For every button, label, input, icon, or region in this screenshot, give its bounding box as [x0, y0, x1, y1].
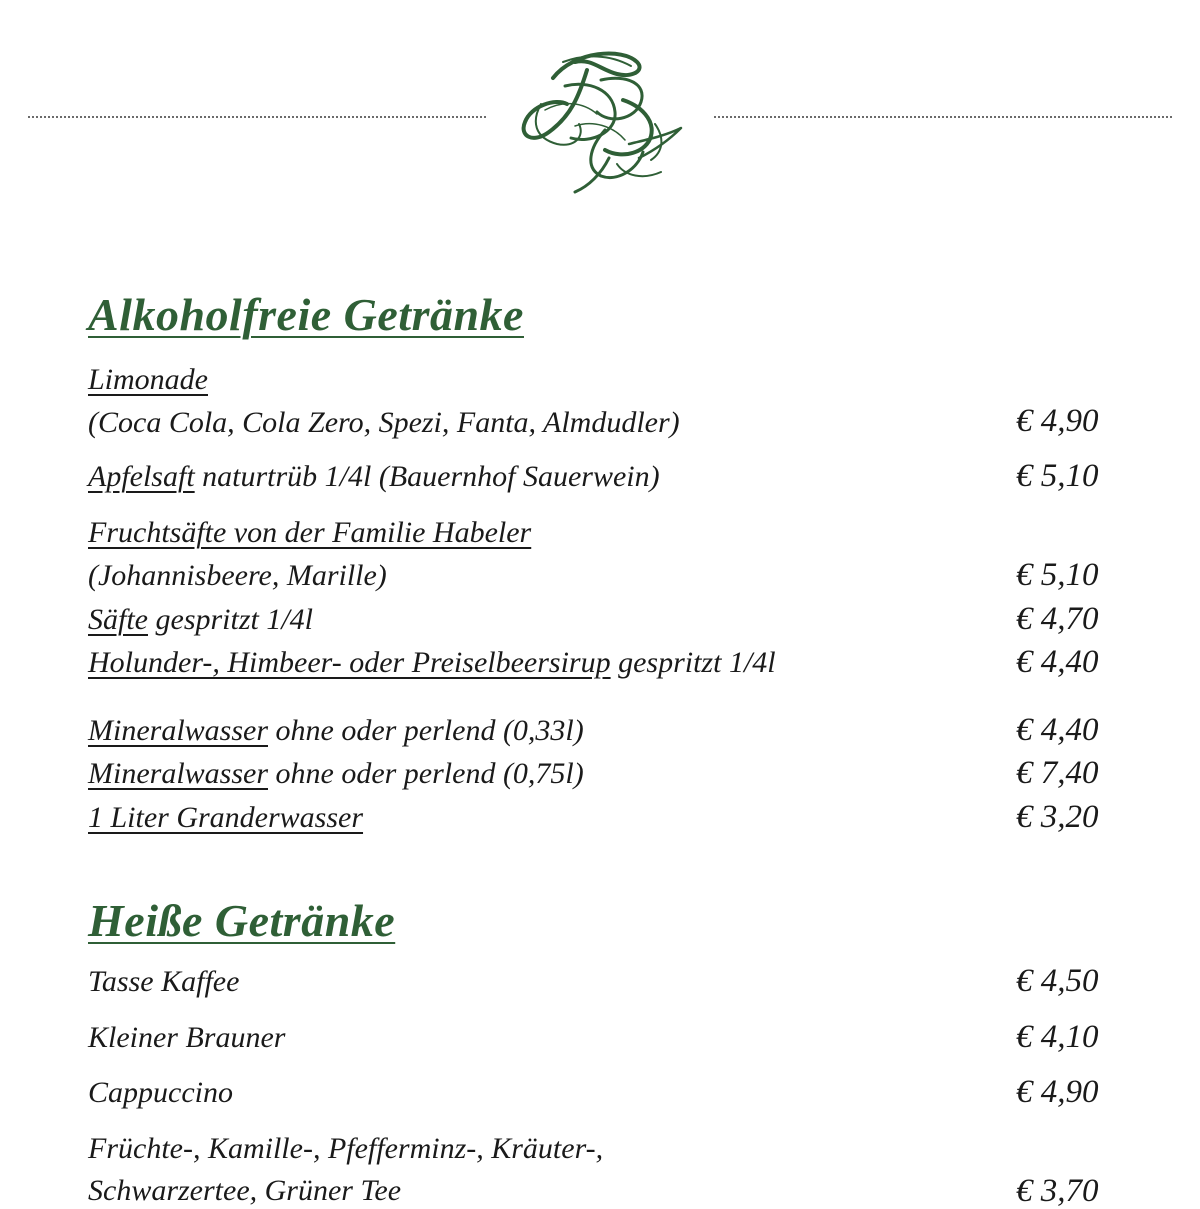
menu-item-name: Fruchtsäfte von der Familie Habeler	[88, 516, 532, 549]
menu-item-detail: (Johannisbeere, Marille)	[88, 559, 387, 592]
menu-item: Mineralwasser ohne oder perlend (0,75l)	[88, 757, 584, 790]
menu-item-name: Limonade	[88, 363, 208, 396]
menu-item-price: € 4,90	[1016, 1074, 1099, 1110]
menu-item-price: € 4,40	[1016, 712, 1099, 748]
menu-item: Holunder-, Himbeer- oder Preiselbeersirup gespritzt 1/4l	[88, 646, 776, 679]
menu-item-price: € 4,70	[1016, 601, 1099, 637]
monogram-logo-icon	[505, 40, 695, 200]
menu-item-name: Tasse Kaffee	[88, 965, 240, 998]
menu-item-price: € 7,40	[1016, 755, 1099, 791]
menu-item-detail: (Coca Cola, Cola Zero, Spezi, Fanta, Almdudler)	[88, 406, 680, 439]
menu-item-name: Früchte-, Kamille-, Pfefferminz-, Kräuter-,	[88, 1132, 604, 1165]
header-rule-right	[714, 116, 1172, 118]
menu-item-price: € 4,90	[1016, 403, 1099, 439]
menu-item-price: € 4,40	[1016, 644, 1099, 680]
menu-item-price: € 4,10	[1016, 1019, 1099, 1055]
menu-item-price: € 5,10	[1016, 557, 1099, 593]
menu-item: Säfte gespritzt 1/4l	[88, 603, 314, 636]
header-rule-left	[28, 116, 486, 118]
menu-item: 1 Liter Granderwasser	[88, 801, 364, 834]
menu-item: Mineralwasser ohne oder perlend (0,33l)	[88, 714, 584, 747]
menu-item-detail: Schwarzertee, Grüner Tee	[88, 1174, 402, 1207]
menu-item-price: € 3,20	[1016, 799, 1099, 835]
menu-item-name: Cappuccino	[88, 1076, 233, 1109]
menu-item-name: Kleiner Brauner	[88, 1021, 286, 1054]
menu-item-price: € 5,10	[1016, 458, 1099, 494]
section-title-alkoholfrei: Alkoholfreie Getränke	[88, 289, 524, 340]
section-title-heisse: Heiße Getränke	[88, 895, 396, 946]
menu-item-price: € 3,70	[1016, 1173, 1099, 1209]
menu-item-price: € 4,50	[1016, 963, 1099, 999]
menu-item: Apfelsaft naturtrüb 1/4l (Bauernhof Sauerwein)	[88, 460, 660, 493]
